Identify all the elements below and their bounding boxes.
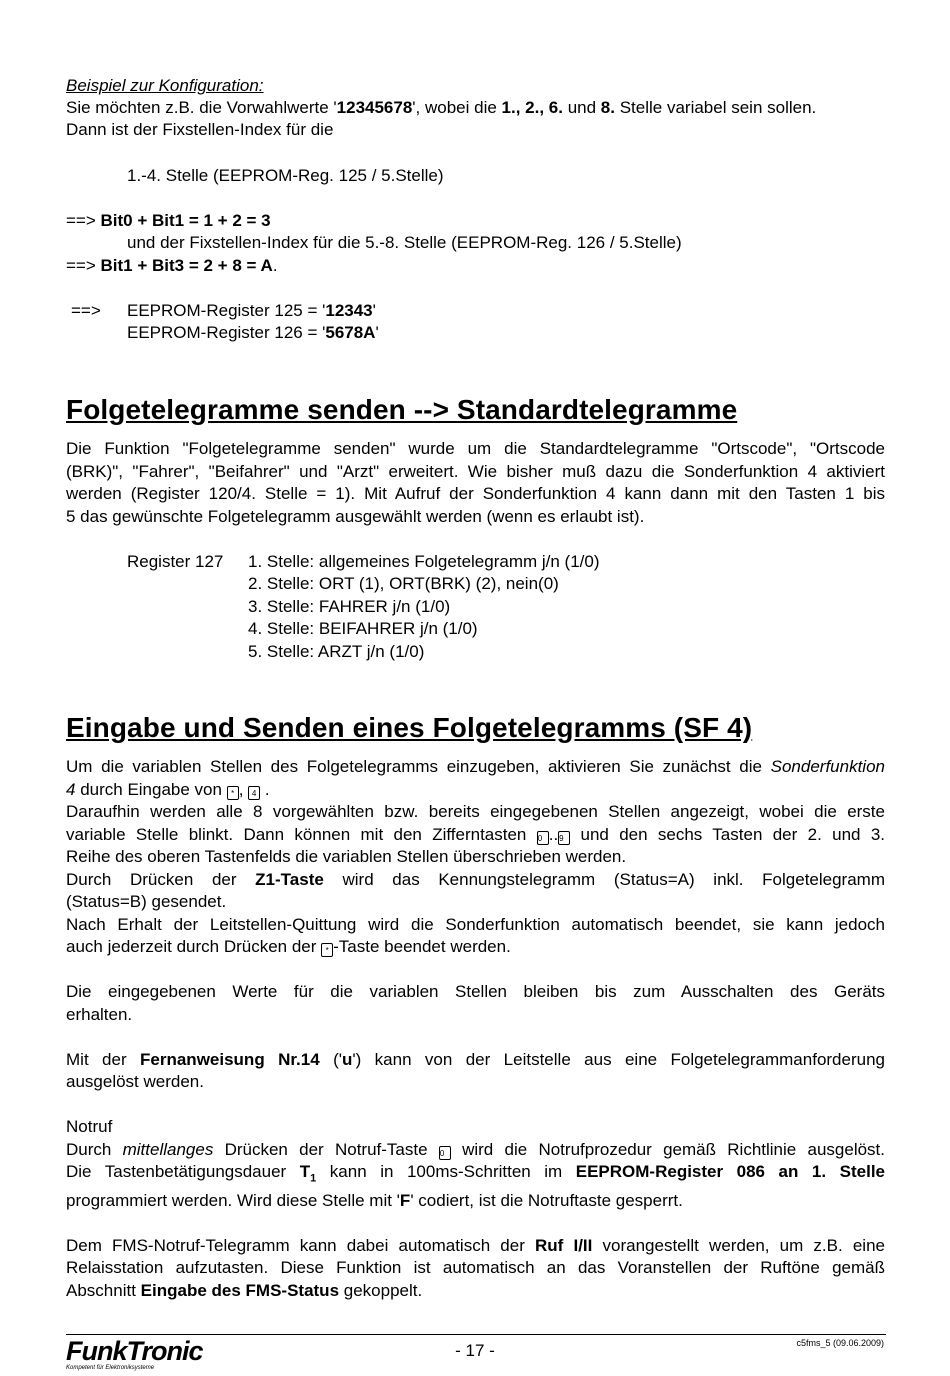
example-line-6: ==> Bit1 + Bit3 = 2 + 8 = A. (66, 256, 278, 275)
register-item: 5. Stelle: ARZT j/n (1/0) (248, 642, 425, 661)
result-arrow: ==> (71, 301, 101, 320)
para-line: Mit der Fernanweisung Nr.14 ('u') kann von der Leitstelle aus eine Folgetelegrammanforderung (66, 1049, 885, 1069)
register-item: 3. Stelle: FAHRER j/n (1/0) (248, 597, 451, 616)
para-line: ausgelöst werden. (66, 1072, 204, 1091)
para-line: programmiert werden. Wird diese Stelle mit 'F' codiert, ist die Notruftaste gesperrt. (66, 1190, 683, 1210)
document-id: c5fms_5 (09.06.2009) (796, 1338, 884, 1348)
example-line-5: und der Fixstellen-Index für die 5.-8. Stelle (EEPROM-Reg. 126 / 5.Stelle) (127, 233, 682, 252)
star-key-icon: * (321, 943, 333, 957)
star-key-icon: * (227, 786, 239, 800)
para-line: Abschnitt Eingabe des FMS-Status gekoppelt. (66, 1280, 423, 1300)
result-line-1: EEPROM-Register 125 = '12343' (127, 301, 376, 320)
footer-rule (66, 1334, 886, 1335)
para-line: Um die variablen Stellen des Folgetelegramms einzugeben, aktivieren Sie zunächst die Sonderfunktion (66, 757, 885, 776)
funktronic-logo: FunkTronic Kompetent für Elektroniksysteme (66, 1336, 203, 1371)
para-line: Die eingegebenen Werte für die variablen Stellen bleiben bis zum Ausschalten des Geräts (66, 982, 885, 1001)
section1-paragraph: Die Funktion "Folgetelegramme senden" wurde um die Standardtelegramme "Ortscode", "Ortscode (BRK)", "Fahrer", "Beifahrer" und "Arzt" erweitert. Wie bisher muß dazu die Sonderfunktion 4 aktiviert werden (Register 120/4. Stelle = 1). Mit Aufruf der Sonderfunktion 4 kann dann mit den Tasten 1 bis 5 das gewünschte Folgetelegramm ausgewählt werden (wenn es erlaubt ist). (66, 439, 885, 526)
four-key-icon: 4 (248, 786, 260, 800)
para-line: erhalten. (66, 1004, 133, 1024)
section-heading-sf4: Eingabe und Senden eines Folgetelegramms (SF 4) (66, 712, 753, 743)
example-line-1: Sie möchten z.B. die Vorwahlwerte '12345678', wobei die 1., 2., 6. und 8. Stelle variabel sein sollen. (66, 98, 817, 117)
section-heading-standardtelegramme: Folgetelegramme senden --> Standardtelegramme (66, 394, 738, 425)
para-line: Relaisstation aufzutasten. Diese Funktion ist automatisch an das Voranstellen der Ruftöne gemäß (66, 1258, 885, 1278)
para-line: 4 durch Eingabe von * , 4 . (66, 779, 270, 799)
para-line: variable Stelle blinkt. Dann können mit den Zifferntasten 0 ..9 und den sechs Tasten der 2. und 3. (66, 824, 885, 844)
zero-key-icon: 0 (439, 1146, 451, 1160)
register-label: Register 127 (127, 552, 224, 571)
section2-body (66, 756, 885, 1302)
para-line: Durch Drücken der Z1-Taste wird das Kennungstelegramm (Status=A) inkl. Folgetelegramm (66, 869, 885, 889)
para-line: auch jederzeit durch Drücken der * -Taste beendet werden. (66, 937, 511, 956)
example-line-3: 1.-4. Stelle (EEPROM-Reg. 125 / 5.Stelle) (127, 166, 444, 185)
para-line: Daraufhin werden alle 8 vorgewählten bzw. bereits eingegebenen Stellen angezeigt, wobei die erste (66, 802, 885, 821)
para-line: Die Tastenbetätigungsdauer $T_1$ kann in 100ms-Schritten im EEPROM-Register 086 an 1. Stelle (66, 1162, 885, 1185)
example-line-4: ==> Bit0 + Bit1 = 1 + 2 = 3 (66, 211, 271, 230)
register-item: 2. Stelle: ORT (1), ORT(BRK) (2), nein(0) (248, 574, 559, 593)
register-item: 1. Stelle: allgemeines Folgetelegramm j/n (1/0) (248, 552, 600, 571)
para-line: (Status=B) gesendet. (66, 892, 227, 911)
para-line: Reihe des oberen Tastenfelds die variablen Stellen überschrieben werden. (66, 847, 627, 866)
register-item: 4. Stelle: BEIFAHRER j/n (1/0) (248, 619, 478, 638)
example-heading: Beispiel zur Konfiguration: (66, 76, 264, 95)
result-line-2: EEPROM-Register 126 = '5678A' (127, 323, 379, 342)
notruf-heading: Notruf (66, 1117, 113, 1136)
para-line: Nach Erhalt der Leitstellen-Quittung wird die Sonderfunktion automatisch beendet, sie kann jedoch (66, 914, 885, 934)
zero-key-icon: 0 (537, 831, 549, 845)
para-line: Durch mittellanges Drücken der Notruf-Taste 0 wird die Notrufprozedur gemäß Richtlinie ausgelöst. (66, 1139, 885, 1159)
para-line: Dem FMS-Notruf-Telegramm kann dabei automatisch der Ruf I/II vorangestellt werden, um z.B. eine (66, 1235, 885, 1255)
page-number: - 17 - (455, 1341, 495, 1360)
nine-key-icon: 9 (558, 831, 570, 845)
example-line-2: Dann ist der Fixstellen-Index für die (66, 120, 334, 139)
